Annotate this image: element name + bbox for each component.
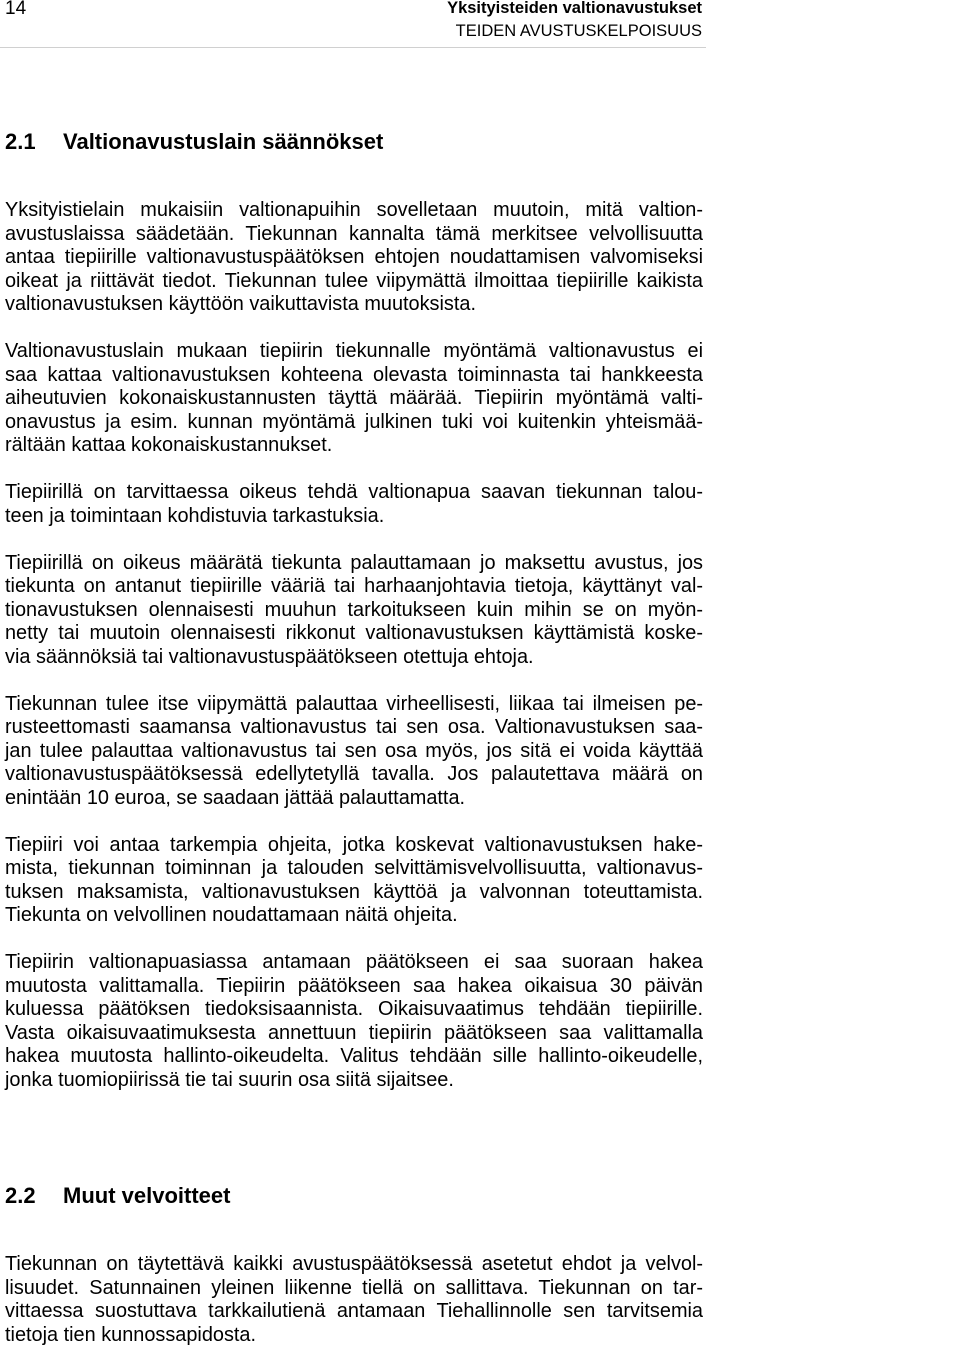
- section-heading: [5, 1183, 703, 1209]
- text-line: aiheutuvien kokonaiskustannusten täyttä määrää. Tiepiirin myöntämä valti-: [5, 387, 703, 410]
- paragraph: [5, 951, 703, 1092]
- text-line: Tiekunnan on täytettävä kaikki avustuspäätöksessä asetetut ehdot ja velvol-: [5, 1253, 703, 1276]
- header-divider: [0, 47, 706, 48]
- text-line: Tiepiirin valtionapuasiassa antamaan päätökseen ei saa suoraan hakea: [5, 951, 703, 974]
- document-body: [5, 129, 703, 1347]
- text-line: teen ja toimintaan kohdistuvia tarkastuksia.: [5, 504, 385, 527]
- paragraph: [5, 199, 703, 317]
- text-line: tuksen maksamista, valtionavustuksen käyttöä ja valvonnan toteuttamista.: [5, 880, 703, 903]
- publication-title: Yksityisteiden valtionavustukset: [447, 0, 702, 17]
- text-line: Tiekunta on velvollinen noudattamaan näitä ohjeita.: [5, 904, 458, 927]
- paragraph: [5, 693, 703, 811]
- text-line: netty tai muutoin olennaisesti rikkonut valtionavustuksen käyttämistä koske-: [5, 622, 703, 645]
- text-line: jan tulee palauttaa valtionavustus tai sen osa myös, jos sitä ei voida käyttää: [5, 739, 703, 762]
- text-line: Tiepiirillä on tarvittaessa oikeus tehdä valtionapua saavan tiekunnan talou-: [5, 481, 703, 504]
- page-number: 14: [5, 0, 27, 19]
- text-line: avustuslaissa säädetään. Tiekunnan kannalta tämä merkitsee velvollisuutta: [5, 222, 703, 245]
- text-line: Tiekunnan tulee itse viipymättä palauttaa virheellisesti, liikaa tai ilmeisen pe-: [5, 692, 703, 715]
- text-line: muutosta valittamalla. Tiepiirin päätökseen saa hakea oikaisua 30 päivän: [5, 974, 703, 997]
- text-line: hakea muutosta hallinto-oikeudelta. Valitus tehdään sille hallinto-oikeudelle,: [5, 1045, 703, 1068]
- section-title: Muut velvoitteet: [63, 1183, 231, 1208]
- text-line: rältään kattaa kokonaiskustannukset.: [5, 434, 333, 457]
- text-line: Vasta oikaisuvaatimuksesta annettuun tiepiirin päätökseen saa valittamalla: [5, 1021, 703, 1044]
- paragraph: [5, 340, 703, 458]
- chapter-title: TEIDEN AVUSTUSKELPOISUUS: [455, 21, 702, 40]
- text-line: valtionavustuksen käyttöön vaikuttavista muutoksista.: [5, 293, 476, 316]
- text-line: enintään 10 euroa, se saadaan jättää palauttamatta.: [5, 786, 466, 809]
- text-line: Tiepiirillä on oikeus määrätä tiekunta palauttamaan jo maksettu avustus, jos: [5, 551, 703, 574]
- running-header: [447, 0, 702, 42]
- text-line: tiekunta on antanut tiepiirille vääriä tai harhaanjohtavia tietoja, käyttänyt val-: [5, 575, 703, 598]
- text-line: vittaessa suostuttava tarkkailutienä antamaan Tiehallinnolle sen tarvitsemia: [5, 1300, 703, 1323]
- text-line: rusteettomasti saamansa valtionavustus tai sen osa. Valtionavustuksen saa-: [5, 716, 703, 739]
- text-line: onavustus ja esim. kunnan myöntämä julkinen tuki voi kuitenkin yhteismää-: [5, 410, 703, 433]
- section-heading: [5, 129, 703, 155]
- text-line: saa kattaa valtionavustuksen kohteena olevasta toiminnasta tai hankkeesta: [5, 363, 703, 386]
- text-line: kuluessa päätöksen tiedoksisaannista. Oikaisuvaatimus tehdään tiepiirille.: [5, 998, 703, 1021]
- text-line: Tiepiiri voi antaa tarkempia ohjeita, jotka koskevat valtionavustuksen hake-: [5, 833, 703, 856]
- text-line: mista, tiekunnan toiminnan ja talouden selvittämisvelvollisuutta, valtionavus-: [5, 857, 703, 880]
- paragraph: [5, 834, 703, 928]
- text-line: tionavustuksen olennaisesti muuhun tarkoitukseen kuin mihin se on myön-: [5, 598, 703, 621]
- section: [5, 129, 703, 1092]
- text-line: oikeat ja riittävät tiedot. Tiekunnan tulee viipymättä ilmoittaa tiepiirille kaikista: [5, 269, 703, 292]
- text-line: via säännöksiä tai valtionavustuspäätökseen otettuja ehtoja.: [5, 645, 534, 668]
- text-line: antaa tiepiirille valtionavustuspäätöksen ehtojen noudattamisen valvomiseksi: [5, 246, 703, 269]
- section-number: 2.2: [5, 1183, 36, 1208]
- text-line: Yksityistielain mukaisiin valtionapuihin sovelletaan muutoin, mitä valtion-: [5, 199, 703, 222]
- paragraph: [5, 552, 703, 670]
- paragraph: [5, 1253, 703, 1347]
- text-line: jonka tuomiopiirissä tie tai suurin osa siitä sijaitsee.: [5, 1068, 454, 1091]
- section-title: Valtionavustuslain säännökset: [63, 129, 384, 154]
- section-number: 2.1: [5, 129, 36, 154]
- text-line: tietoja tien kunnossapidosta.: [5, 1323, 257, 1346]
- paragraph: [5, 481, 703, 528]
- text-line: Valtionavustuslain mukaan tiepiirin tiekunnalle myöntämä valtionavustus ei: [5, 340, 703, 363]
- text-line: lisuudet. Satunnainen yleinen liikenne tiellä on sallittava. Tiekunnan on tar-: [5, 1276, 703, 1299]
- text-line: valtionavustuspäätöksessä edellytetyllä tavalla. Jos palautettava määrä on: [5, 763, 703, 786]
- section: [5, 1183, 703, 1347]
